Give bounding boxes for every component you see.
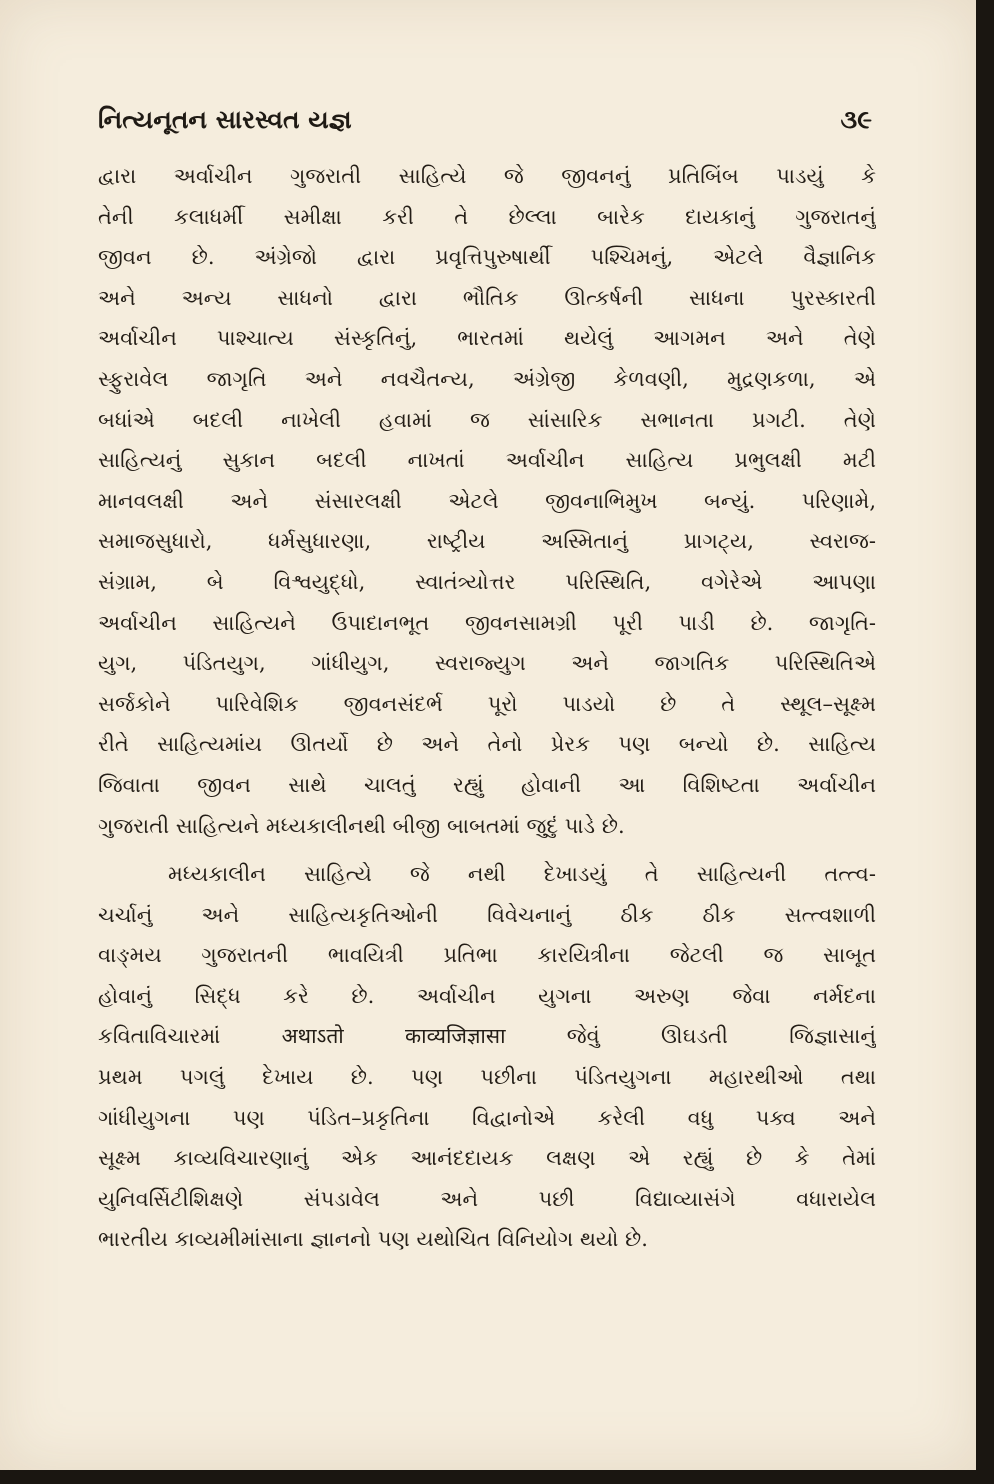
text-line: સર્જકોને પારિવેશિક જીવનસંદર્ભ પૂરો પાડયો છે તે સ્થૂલ–સૂક્ષ્મ (98, 691, 876, 716)
text-line: ચર્ચાનું અને સાહિત્યકૃતિઓની વિવેચનાનું ઠીક ઠીક સત્ત્વશાળી (98, 902, 876, 927)
text-line: અર્વાચીન સાહિત્યને ઉપાદાનભૂત જીવનસામગ્રી પૂરી પાડી છે. જાગૃતિ- (98, 610, 876, 635)
text-line: જીવન છે. અંગ્રેજો દ્વારા પ્રવૃત્તિપુરુષાર્થી પશ્ચિમનું, એટલે વૈજ્ઞાનિક (98, 245, 876, 270)
text-line: જિવાતા જીવન સાથે ચાલતું રહ્યું હોવાની આ વિશિષ્ટતા અર્વાચીન (98, 772, 876, 797)
text-line: સૂક્ષ્મ કાવ્યવિચારણાનું એક આનંદદાયક લક્ષણ એ રહ્યું છે કે તેમાં (98, 1146, 876, 1171)
paragraph (98, 854, 876, 1260)
text-line: હોવાનું સિદ્ધ કરે છે. અર્વાચીન યુગના અરુણ જેવા નર્મદના (98, 983, 876, 1008)
text-line: ભારતીય કાવ્યમીમાંસાના જ્ઞાનનો પણ યથોચિત વિનિયોગ થયો છે. (98, 1227, 648, 1252)
running-head-title: નિત્યનૂતન સારસ્વત યજ્ઞ (98, 105, 352, 134)
text-line: સ્ફુરાવેલ જાગૃતિ અને નવચૈતન્ય, અંગ્રેજી કેળવણી, મુદ્રણકળા, એ (98, 366, 876, 391)
text-line: ગુજરાતી સાહિત્યને મધ્યકાલીનથી બીજી બાબતમાં જુદું પાડે છે. (98, 813, 625, 838)
page-number: ૩૯ (840, 105, 872, 134)
paragraph (98, 156, 876, 846)
body-text (98, 156, 876, 1260)
text-line: યુનિવર્સિટીશિક્ષણે સંપડાવેલ અને પછી વિદ્યાવ્યાસંગે વધારાયેલ (98, 1186, 876, 1211)
text-line: સંગ્રામ, બે વિશ્વયુદ્ધો, સ્વાતંત્ર્યોત્તર પરિસ્થિતિ, વગેરેએ આપણા (98, 569, 876, 594)
text-line: સમાજસુધારો, ધર્મસુધારણા, રાષ્ટ્રીય અસ્મિતાનું પ્રાગટ્ય, સ્વરાજ- (98, 529, 876, 554)
text-line: અર્વાચીન પાશ્ચાત્ય સંસ્કૃતિનું, ભારતમાં થયેલું આગમન અને તેણે (98, 326, 876, 351)
text-line: તેની કલાધર્મી સમીક્ષા કરી તે છેલ્લા બારેક દાયકાનું ગુજરાતનું (98, 204, 876, 229)
text-line: યુગ, પંડિતયુગ, ગાંધીયુગ, સ્વરાજ્યુગ અને જાગતિક પરિસ્થિતિએ (98, 651, 876, 676)
text-line: દ્વારા અર્વાચીન ગુજરાતી સાહિત્યે જે જીવનનું પ્રતિબિંબ પાડયું કે (98, 164, 876, 188)
text-line: અને અન્ય સાધનો દ્વારા ભૌતિક ઊત્કર્ષની સાધના પુરસ્કારતી (98, 285, 876, 310)
text-line: સાહિત્યનું સુકાન બદલી નાખતાં અર્વાચીન સાહિત્ય પ્રભુલક્ષી મટી (98, 448, 876, 473)
text-line: કવિતાવિચારમાં अथाऽतो काव्यजिज्ञासा જેવું ઊઘડતી જિજ્ઞાસાનું (98, 1024, 876, 1049)
text-line: વાઙ્મય ગુજરાતની ભાવયિત્રી પ્રતિભા કારયિત્રીના જેટલી જ સાબૂત (98, 943, 876, 968)
text-line: ગાંધીયુગના પણ પંડિત–પ્રકૃતિના વિદ્વાનોએ કરેલી વધુ પક્વ અને (98, 1105, 876, 1130)
text-line: પ્રથમ પગલું દેખાય છે. પણ પછીના પંડિતયુગના મહારથીઓ તથા (98, 1065, 876, 1090)
running-head (98, 100, 872, 140)
text-line: મધ્યકાલીન સાહિત્યે જે નથી દેખાડયું તે સાહિત્યની તત્ત્વ- (168, 862, 876, 887)
text-line: બધાંએ બદલી નાખેલી હવામાં જ સાંસારિક સભાનતા પ્રગટી. તેણે (98, 407, 876, 432)
text-line: માનવલક્ષી અને સંસારલક્ષી એટલે જીવનાભિમુખ બન્યું. પરિણામે, (98, 488, 876, 513)
paragraph-gap (98, 846, 876, 854)
text-line: રીતે સાહિત્યમાંય ઊતર્યો છે અને તેનો પ્રેરક પણ બન્યો છે. સાહિત્ય (98, 732, 876, 757)
